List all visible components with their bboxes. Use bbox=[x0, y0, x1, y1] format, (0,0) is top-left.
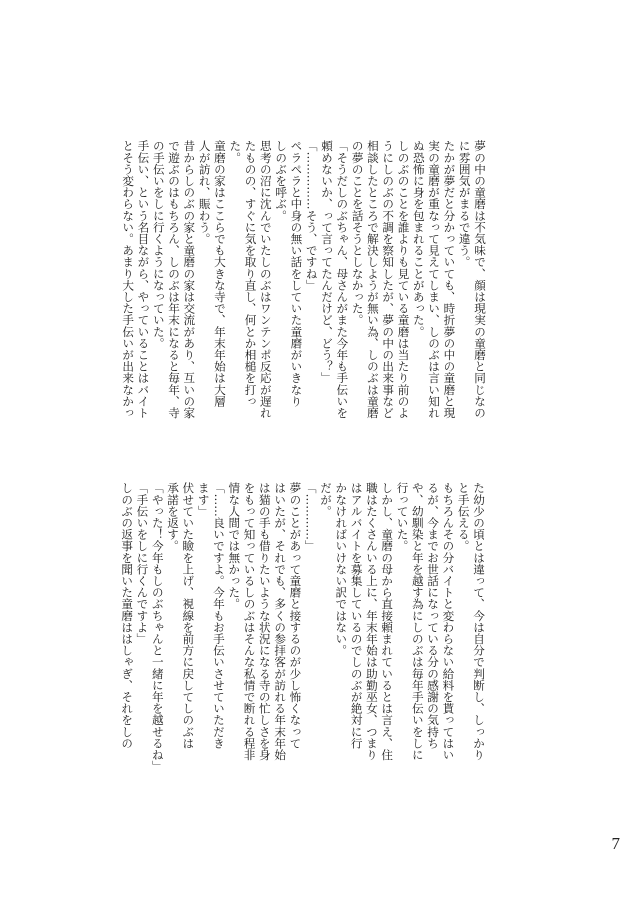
text-line: 「…………」 bbox=[303, 482, 318, 552]
text-line: 夢のことがあって童磨と接するのが少し怖くなって bbox=[288, 482, 303, 749]
text-line: しのぶのことを誰よりも見ている童磨は当たり前のよ bbox=[396, 140, 411, 419]
text-line: 昔からしのぶの家と童磨の家は交流があり、互いの家 bbox=[182, 140, 197, 419]
text-line: 実の童磨が重なって見えてしまい、しのぶは言い知れ bbox=[427, 140, 442, 419]
text-line: たかが夢だと分かっていても、時折夢の中の童磨と現 bbox=[442, 140, 457, 419]
text-line: と手伝える。 bbox=[456, 482, 471, 552]
text-line: で遊ぶのはもちろん、しのぶは年末になると毎年、寺 bbox=[167, 140, 182, 419]
upper-text-block bbox=[121, 140, 487, 438]
text-line: もちろんその分バイトと変わらない給料を貰ってはい bbox=[441, 482, 456, 761]
text-line: はアルバイトを募集しているのでしのぶが絶対に行 bbox=[349, 482, 364, 749]
text-line: の夢のことを話そうとしなかった。 bbox=[350, 140, 365, 326]
text-line: 職はたくさんいる上に、年末年始は助勤巫女、つまり bbox=[364, 482, 379, 761]
page-number: 7 bbox=[611, 834, 620, 853]
text-line: 「手伝いをしに行くんですよ」 bbox=[135, 482, 150, 645]
text-line: だが。 bbox=[319, 482, 334, 517]
text-line: かなければいけない訳ではない。 bbox=[334, 482, 349, 656]
text-line: 頼めないか、って言ってたんだけど、どう？」 bbox=[320, 140, 335, 384]
text-line: とそう変わらない。あまり大した手伝いが出来なかっ bbox=[121, 140, 136, 419]
text-line: ます」 bbox=[196, 482, 211, 517]
text-line: は猫の手も借りたいような状況になる寺の忙しさを身 bbox=[257, 482, 272, 761]
text-line: 「やった！今年もしのぶちゃんと一緒に年を越せるね」 bbox=[150, 482, 165, 772]
text-line: 情な人間では無かった。 bbox=[227, 482, 242, 610]
text-line: 「……良いですよ。今年もお手伝いさせていただき bbox=[211, 482, 226, 749]
text-line: た幼少の頃とは違って、今は自分で判断し、しっかり bbox=[472, 482, 486, 761]
text-line: ペラペラと中身の無い話をしていた童磨がいきなり bbox=[289, 140, 304, 407]
text-line: の手伝いをしに行くようになっていた。 bbox=[151, 140, 166, 349]
text-line: 相談したところで解決しようが無い為、しのぶは童磨 bbox=[365, 140, 380, 419]
text-line: しのぶの返事を聞いた童磨ははしゃぎ、それをしの bbox=[120, 482, 135, 749]
text-line: るが、今までお世話になっている分の感謝の気持ち bbox=[426, 482, 441, 749]
text-line: 承諾を返す。 bbox=[166, 482, 181, 552]
text-line: 行っていた。 bbox=[395, 482, 410, 552]
text-line: 人が訪れ、賑わう。 bbox=[197, 140, 212, 245]
text-line: をもって知っているしのぶはそんな私情で断れる程非 bbox=[242, 482, 257, 761]
text-line: に雰囲気がまるで違う。 bbox=[457, 140, 472, 268]
text-line: うにしのぶの不調を察知したが、夢の中の出来事など bbox=[381, 140, 396, 419]
text-line: しかし、童磨の母から直接頼まれているとは言え、住 bbox=[380, 482, 395, 761]
text-line: 「そうだしのぶちゃん、母さんがまた今年も手伝いを bbox=[335, 140, 350, 419]
text-line: や、幼馴染と年を越す為にしのぶは毎年手伝いをしに bbox=[410, 482, 425, 761]
text-line: ぬ恐怖に身を包まれることがあった。 bbox=[411, 140, 426, 338]
text-line: たものの、すぐに気を取り直し、何とか相槌を打っ bbox=[243, 140, 258, 407]
text-line: 思考の沼に沈んでいたしのぶはワンテンポ反応が遅れ bbox=[258, 140, 273, 419]
text-line: 伏せていた瞼を上げ、視線を前方に戻してしのぶは bbox=[181, 482, 196, 749]
text-line: 手伝い、という名目ながら、やっていることはバイト bbox=[136, 140, 151, 419]
text-line: た。 bbox=[228, 140, 243, 164]
text-line: はいたが、それでも、多くの参拝客が訪れる年末年始 bbox=[273, 482, 288, 761]
text-line: 童磨の家はここらでも大きな寺で、年末年始は大層 bbox=[212, 140, 227, 407]
text-line: しのぶを呼ぶ。 bbox=[274, 140, 289, 222]
lower-text-block bbox=[120, 482, 486, 780]
text-line: 夢の中の童磨は不気味で、顔は現実の童磨と同じなの bbox=[473, 140, 487, 419]
text-line: 「……………そう、ですね」 bbox=[304, 140, 319, 291]
